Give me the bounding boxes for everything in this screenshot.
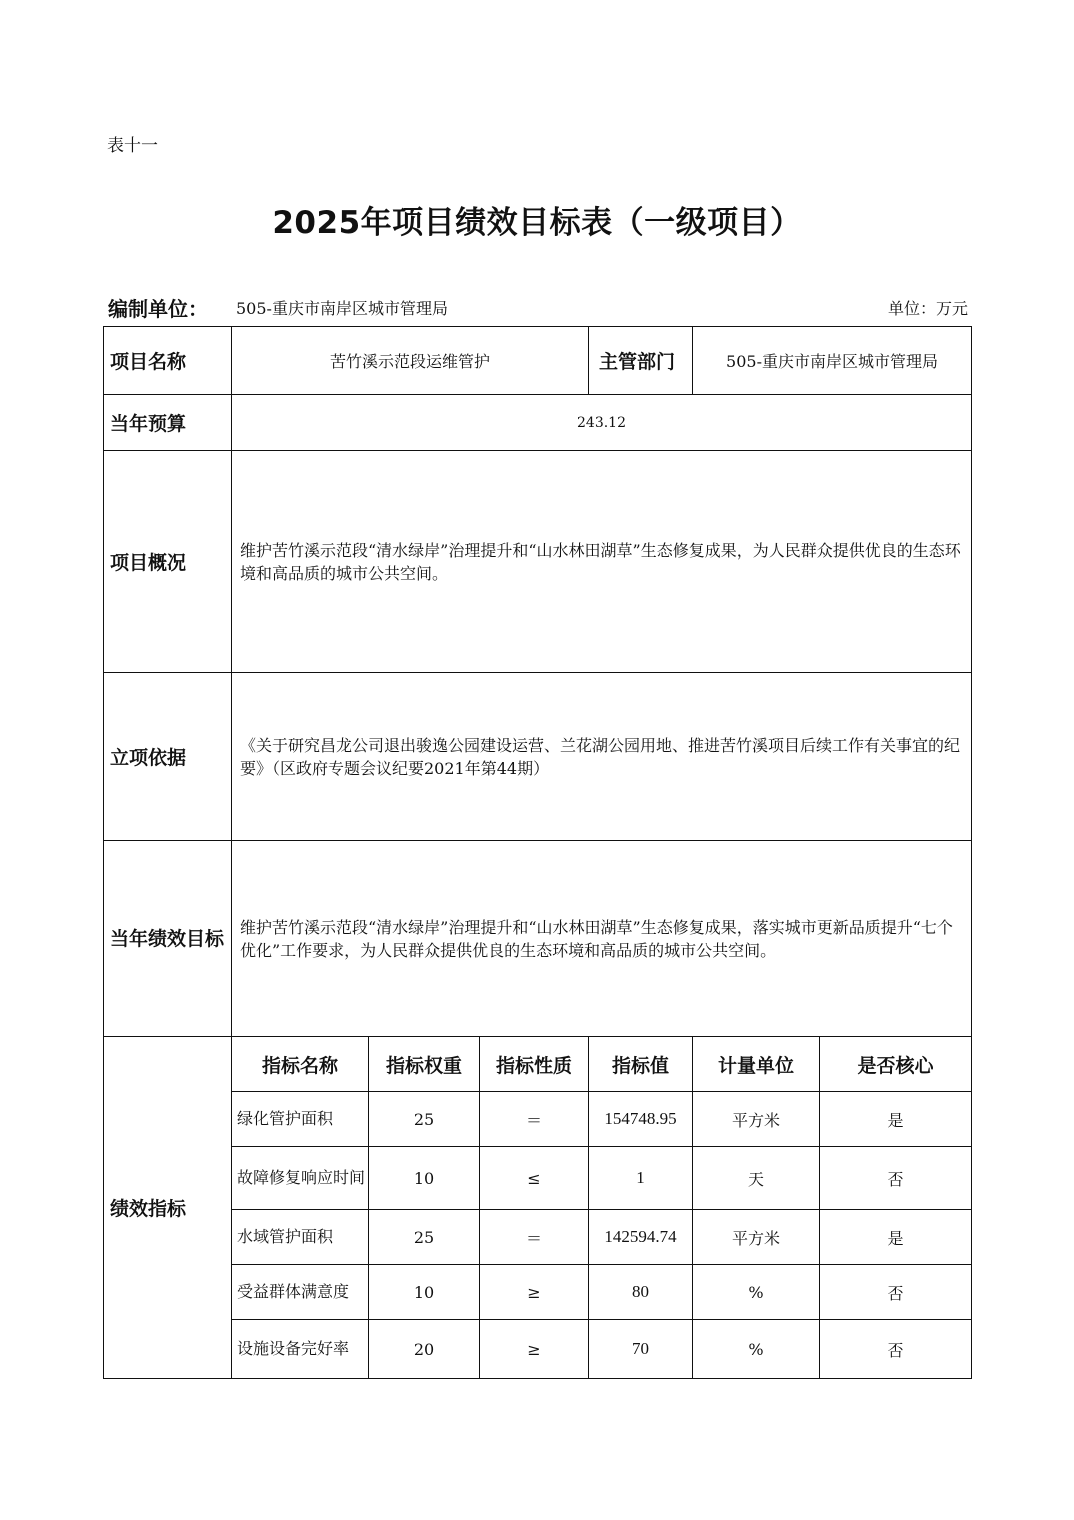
indicator-unit: % bbox=[693, 1265, 820, 1320]
table-row bbox=[104, 1320, 972, 1379]
indicator-name: 水域管护面积 bbox=[232, 1210, 369, 1265]
row-overview bbox=[104, 451, 972, 673]
row-basis bbox=[104, 673, 972, 841]
indicator-unit: % bbox=[693, 1320, 820, 1379]
indicator-value: 1 bbox=[589, 1147, 693, 1210]
header-core: 是否核心 bbox=[820, 1037, 972, 1092]
indicator-nature: ≥ bbox=[480, 1320, 589, 1379]
header-nature: 指标性质 bbox=[480, 1037, 589, 1092]
dept-label: 主管部门 bbox=[589, 327, 693, 395]
performance-table bbox=[103, 326, 972, 1379]
indicator-weight: 25 bbox=[369, 1210, 480, 1265]
goal-text: 维护苦竹溪示范段“清水绿岸”治理提升和“山水林田湖草”生态修复成果，落实城市更新品质提升“七个优化”工作要求，为人民群众提供优良的生态环境和高品质的城市公共空间。 bbox=[232, 841, 972, 1037]
overview-text: 维护苦竹溪示范段“清水绿岸”治理提升和“山水林田湖草”生态修复成果，为人民群众提供优良的生态环境和高品质的城市公共空间。 bbox=[232, 451, 972, 673]
page-title: 2025年项目绩效目标表（一级项目） bbox=[272, 205, 802, 241]
dept-value: 505-重庆市南岸区城市管理局 bbox=[693, 327, 972, 395]
indicator-name: 受益群体满意度 bbox=[232, 1265, 369, 1320]
row-goal bbox=[104, 841, 972, 1037]
org-label: 编制单位： bbox=[108, 297, 208, 321]
overview-label: 项目概况 bbox=[104, 451, 232, 673]
indicator-core: 是 bbox=[820, 1092, 972, 1147]
row-project-name bbox=[104, 327, 972, 395]
indicator-value: 154748.95 bbox=[589, 1092, 693, 1147]
currency-unit: 单位：万元 bbox=[887, 299, 968, 318]
header-weight: 指标权重 bbox=[369, 1037, 480, 1092]
indicator-core: 否 bbox=[820, 1265, 972, 1320]
indicators-label: 绩效指标 bbox=[104, 1037, 232, 1379]
indicator-name: 绿化管护面积 bbox=[232, 1092, 369, 1147]
goal-label: 当年绩效目标 bbox=[104, 841, 232, 1037]
table-row bbox=[104, 1265, 972, 1320]
indicator-nature: ≥ bbox=[480, 1265, 589, 1320]
org-value: 505-重庆市南岸区城市管理局 bbox=[236, 299, 448, 318]
indicator-weight: 10 bbox=[369, 1265, 480, 1320]
indicator-unit: 天 bbox=[693, 1147, 820, 1210]
indicator-nature: ＝ bbox=[480, 1092, 589, 1147]
indicator-nature: ≤ bbox=[480, 1147, 589, 1210]
basis-text: 《关于研究昌龙公司退出骏逸公园建设运营、兰花湖公园用地、推进苦竹溪项目后续工作有关事宜的纪要》（区政府专题会议纪要2021年第44期） bbox=[232, 673, 972, 841]
indicator-core: 否 bbox=[820, 1320, 972, 1379]
table-row bbox=[104, 1092, 972, 1147]
row-budget bbox=[104, 395, 972, 451]
indicator-weight: 10 bbox=[369, 1147, 480, 1210]
header-name: 指标名称 bbox=[232, 1037, 369, 1092]
project-name-value: 苦竹溪示范段运维管护 bbox=[232, 327, 589, 395]
indicator-unit: 平方米 bbox=[693, 1210, 820, 1265]
budget-label: 当年预算 bbox=[104, 395, 232, 451]
indicator-weight: 25 bbox=[369, 1092, 480, 1147]
indicator-core: 否 bbox=[820, 1147, 972, 1210]
indicator-nature: ＝ bbox=[480, 1210, 589, 1265]
budget-value: 243.12 bbox=[232, 395, 972, 451]
table-row bbox=[104, 1210, 972, 1265]
project-name-label: 项目名称 bbox=[104, 327, 232, 395]
table-row bbox=[104, 1147, 972, 1210]
indicator-weight: 20 bbox=[369, 1320, 480, 1379]
indicator-header-row bbox=[104, 1037, 972, 1092]
header-value: 指标值 bbox=[589, 1037, 693, 1092]
header-unit: 计量单位 bbox=[693, 1037, 820, 1092]
indicator-name: 故障修复响应时间 bbox=[232, 1147, 369, 1210]
basis-label: 立项依据 bbox=[104, 673, 232, 841]
indicator-value: 142594.74 bbox=[589, 1210, 693, 1265]
indicator-name: 设施设备完好率 bbox=[232, 1320, 369, 1379]
indicator-core: 是 bbox=[820, 1210, 972, 1265]
indicator-value: 80 bbox=[589, 1265, 693, 1320]
indicator-value: 70 bbox=[589, 1320, 693, 1379]
indicator-unit: 平方米 bbox=[693, 1092, 820, 1147]
table-number: 表十一 bbox=[107, 136, 158, 156]
